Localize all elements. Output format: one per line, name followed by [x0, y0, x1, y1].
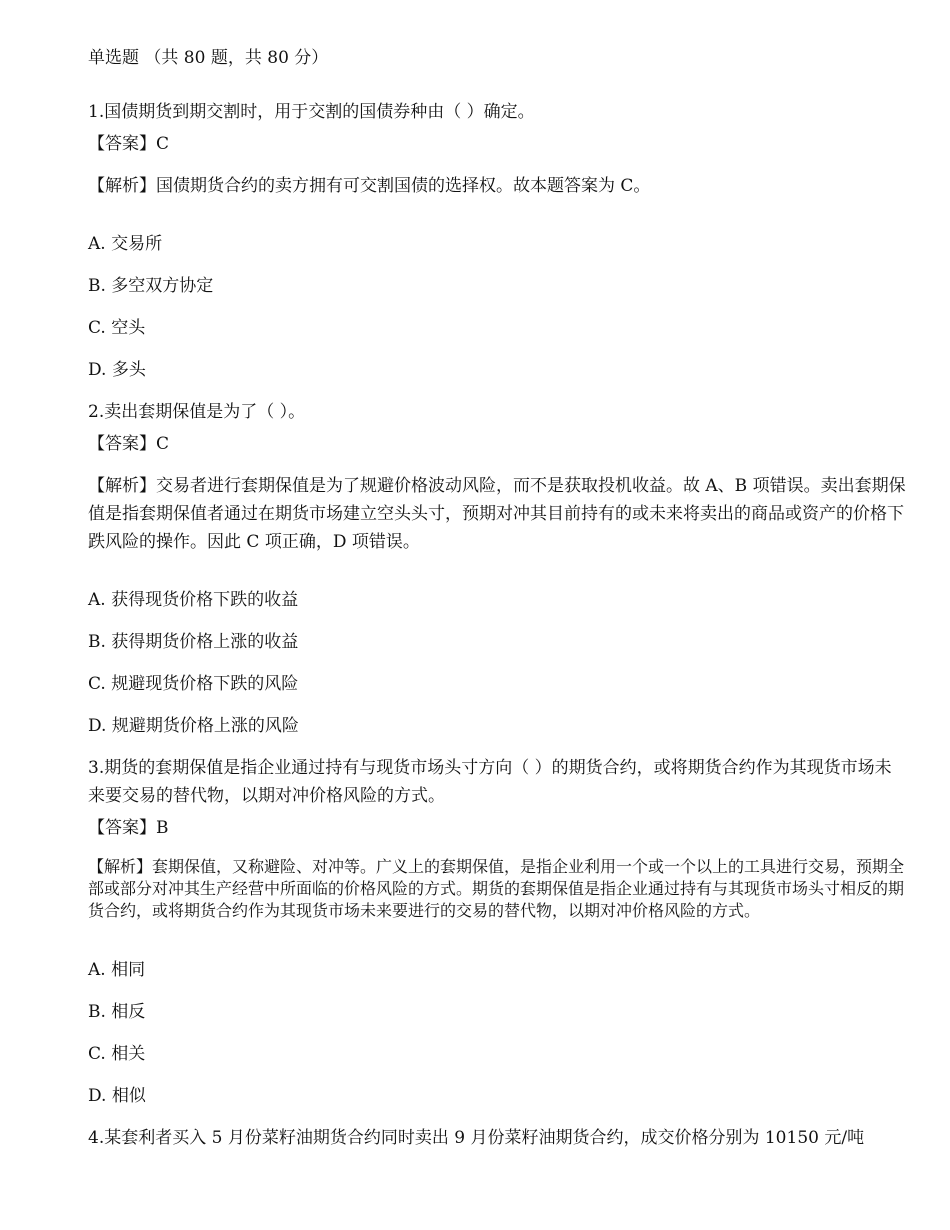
question-stem: 4.某套利者买入 5 月份菜籽油期货合约同时卖出 9 月份菜籽油期货合约，成交价格分别为 10150 元/吨 [88, 1128, 865, 1148]
question-stem: 1.国债期货到期交割时，用于交割的国债券种由（ ）确定。 [88, 102, 535, 122]
option-c: C. 相关 [88, 1044, 146, 1064]
question-stem: 2.卖出套期保值是为了（ ）。 [88, 402, 306, 422]
option-c: C. 规避现货价格下跌的风险 [88, 674, 299, 694]
question-analysis: 【解析】交易者进行套期保值是为了规避价格波动风险，而不是获取投机收益。故 A、B 项错误。卖出套期保值是指套期保值者通过在期货市场建立空头头寸，预期对冲其目前持有的或未来将卖出的商品或资产的价格下跌风险的操作。因此 C 项正确，D 项错误。 [88, 476, 906, 552]
question-3 [88, 754, 908, 1110]
option-d: D. 多头 [88, 360, 146, 380]
option-d: D. 相似 [88, 1086, 146, 1106]
option-d: D. 规避期货价格上涨的风险 [88, 716, 299, 736]
question-answer: 【答案】C [88, 134, 170, 154]
question-answer: 【答案】B [88, 818, 169, 838]
option-a: A. 获得现货价格下跌的收益 [88, 590, 299, 610]
option-b: B. 获得期货价格上涨的收益 [88, 632, 299, 652]
question-2 [88, 398, 908, 740]
question-1 [88, 98, 908, 384]
question-analysis: 【解析】套期保值，又称避险、对冲等。广义上的套期保值，是指企业利用一个或一个以上的工具进行交易，预期全部或部分对冲其生产经营中所面临的价格风险的方式。期货的套期保值是指企业通过持有与其现货市场头寸相反的期货合约，或将期货合约作为其现货市场未来要进行的交易的替代物，以期对冲价格风险的方式。 [88, 857, 905, 920]
question-answer: 【答案】C [88, 434, 170, 454]
section-header: 单选题 （共 80 题，共 80 分） [88, 48, 329, 68]
option-b: B. 多空双方协定 [88, 276, 214, 296]
option-a: A. 交易所 [88, 234, 163, 254]
question-4 [88, 1124, 908, 1152]
option-a: A. 相同 [88, 960, 146, 980]
question-analysis: 【解析】国债期货合约的卖方拥有可交割国债的选择权。故本题答案为 C。 [88, 176, 651, 196]
option-b: B. 相反 [88, 1002, 146, 1022]
document-page [88, 44, 908, 1156]
option-c: C. 空头 [88, 318, 146, 338]
question-stem: 3.期货的套期保值是指企业通过持有与现货市场头寸方向（ ）的期货合约，或将期货合约作为其现货市场未来要交易的替代物，以期对冲价格风险的方式。 [88, 758, 892, 806]
